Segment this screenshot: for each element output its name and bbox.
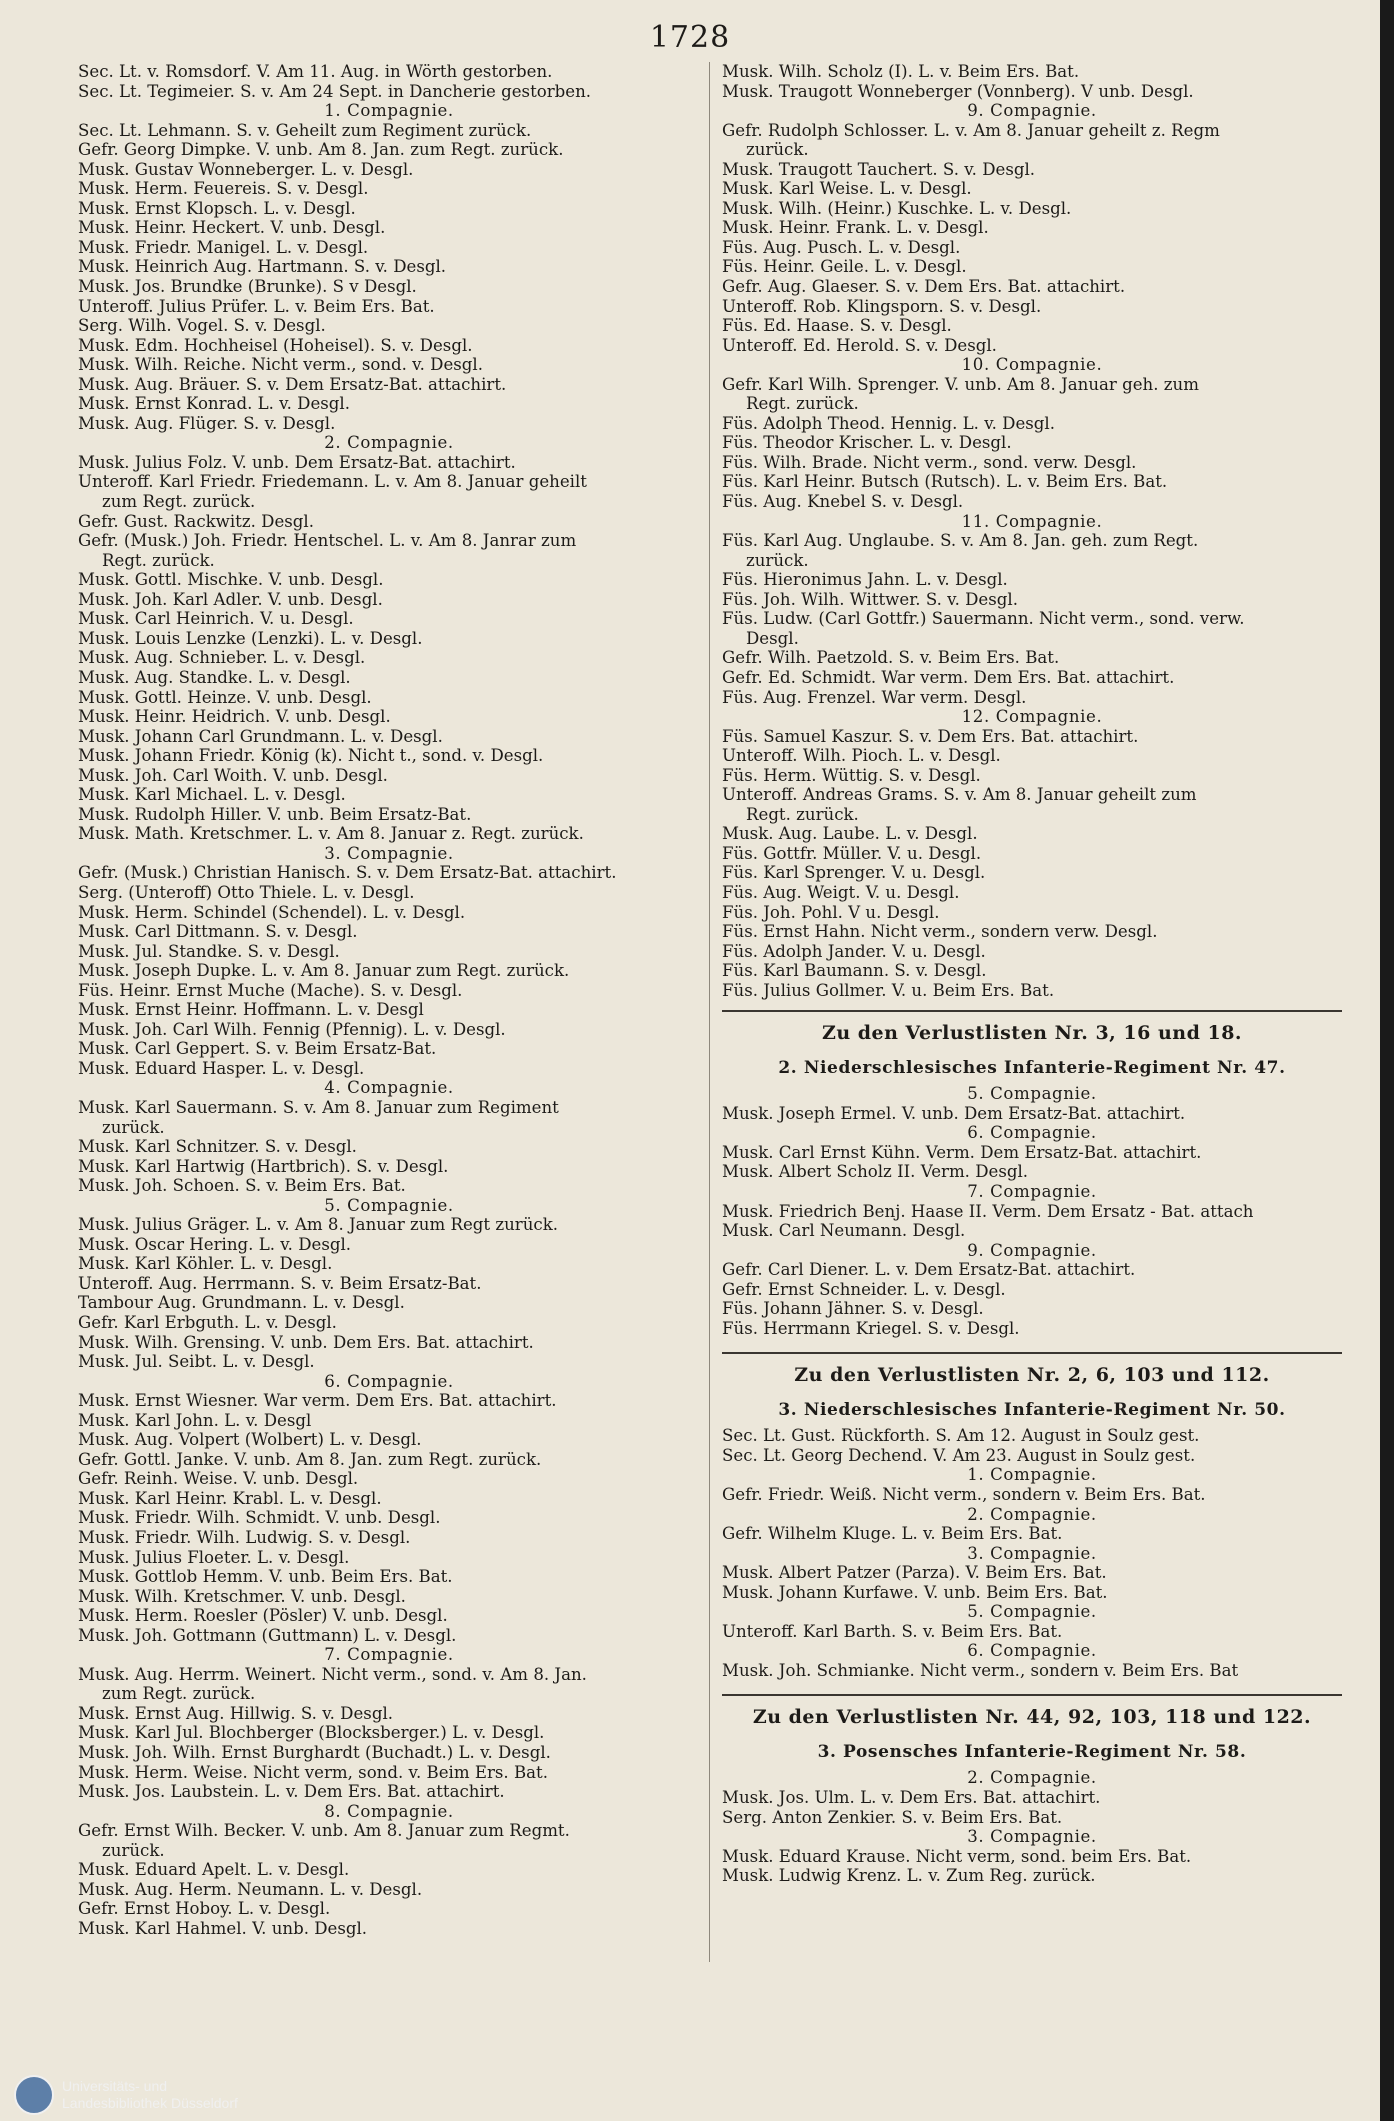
company-heading: 4. Compagnie. (324, 1078, 454, 1098)
list-entry: Musk. Julius Floeter. L. v. Desgl. (78, 1547, 350, 1567)
company-heading: 10. Compagnie. (961, 355, 1103, 375)
list-entry: Gefr. Ernst Wilh. Becker. V. unb. Am 8. Januar zum Regmt. (78, 1821, 570, 1841)
list-entry: Serg. (Unteroff) Otto Thiele. L. v. Desgl. (78, 882, 415, 902)
list-entry: Musk. Eduard Krause. Nicht verm, sond. beim Ers. Bat. (722, 1846, 1192, 1866)
list-entry: Musk. Albert Scholz II. Verm. Desgl. (722, 1162, 1029, 1182)
list-entry: Musk. Gottlob Hemm. V. unb. Beim Ers. Bat. (78, 1567, 453, 1587)
list-entry: Musk. Joh. Gottmann (Guttmann) L. v. Desgl. (78, 1625, 457, 1645)
list-entry: Füs. Adolph Theod. Hennig. L. v. Desgl. (722, 413, 1056, 433)
list-entry: Füs. Ernst Hahn. Nicht verm., sondern verw. Desgl. (722, 922, 1158, 942)
list-entry: Gefr. Friedr. Weiß. Nicht verm., sondern v. Beim Ers. Bat. (722, 1485, 1206, 1504)
list-entry: Gefr. Wilh. Paetzold. S. v. Beim Ers. Bat. (722, 648, 1060, 668)
section-list (722, 1084, 1342, 1338)
page-number: 1728 (649, 20, 731, 55)
company-heading: 8. Compagnie. (324, 1801, 454, 1821)
list-entry: Musk. Johann Carl Grundmann. L. v. Desgl. (78, 726, 443, 746)
list-entry: Musk. Carl Neumann. Desgl. (722, 1221, 966, 1241)
list-entry: Gefr. Reinh. Weise. V. unb. Desgl. (78, 1469, 359, 1489)
list-entry: Füs. Ed. Haase. S. v. Desgl. (722, 316, 952, 336)
list-entry: Füs. Heinr. Ernst Muche (Mache). S. v. Desgl. (78, 980, 463, 1000)
list-entry: Musk. Joseph Dupke. L. v. Am 8. Januar zum Regt. zurück. (78, 961, 570, 981)
list-entry: Füs. Aug. Frenzel. War verm. Desgl. (722, 687, 1027, 707)
list-entry: Musk. Aug. Schnieber. L. v. Desgl. (78, 648, 366, 668)
list-entry: Füs. Karl Heinr. Butsch (Rutsch). L. v. Beim Ers. Bat. (722, 472, 1168, 492)
company-heading: 3. Compagnie. (967, 1827, 1097, 1847)
list-entry: Füs. Theodor Krischer. L. v. Desgl. (722, 433, 1012, 453)
list-entry: Musk. Carl Ernst Kühn. Verm. Dem Ersatz-Bat. attachirt. (722, 1142, 1202, 1162)
list-entry: Musk. Herm. Feuereis. S. v. Desgl. (78, 179, 369, 199)
list-entry: Musk. Ernst Konrad. L. v. Desgl. (78, 394, 350, 414)
list-entry: Musk. Rudolph Hiller. V. unb. Beim Ersatz-Bat. (78, 804, 472, 824)
list-entry: Musk. Aug. Standke. L. v. Desgl. (78, 667, 351, 687)
list-entry: Füs. Karl Sprenger. V. u. Desgl. (722, 863, 986, 883)
left-column (78, 62, 700, 1939)
company-heading: 6. Compagnie. (967, 1641, 1097, 1661)
regiment-heading: 3. Niederschlesisches Infanterie-Regiment Nr. 50. (778, 1400, 1286, 1421)
list-entry: Musk. Oscar Hering. L. v. Desgl. (78, 1234, 352, 1254)
list-entry: Musk. Joseph Ermel. V. unb. Dem Ersatz-Bat. attachirt. (722, 1103, 1186, 1123)
list-entry: Musk. Jul. Seibt. L. v. Desgl. (78, 1352, 315, 1372)
list-entry: Gefr. Karl Erbguth. L. v. Desgl. (78, 1313, 337, 1332)
list-entry: Musk. Heinr. Frank. L. v. Desgl. (722, 218, 989, 238)
list-entry: Füs. Wilh. Brade. Nicht verm., sond. verw. Desgl. (722, 452, 1137, 472)
list-entry: Füs. Julius Gollmer. V. u. Beim Ers. Bat. (722, 980, 1055, 1000)
list-entry: Füs. Ludw. (Carl Gottfr.) Sauermann. Nicht verm., sond. verw. (722, 609, 1245, 629)
list-entry: Gefr. Carl Diener. L. v. Dem Ersatz-Bat. attachirt. (722, 1260, 1136, 1280)
list-entry: Unteroff. Julius Prüfer. L. v. Beim Ers. Bat. (78, 296, 435, 316)
list-entry: Gefr. Georg Dimpke. V. unb. Am 8. Jan. zum Regt. zurück. (78, 140, 564, 160)
list-entry: Musk. Wilh. Scholz (I). L. v. Beim Ers. Bat. (722, 62, 1080, 81)
list-entry: Musk. Aug. Herrm. Weinert. Nicht verm., sond. v. Am 8. Jan. (78, 1664, 587, 1684)
list-entry: Gefr. Ed. Schmidt. War verm. Dem Ers. Bat. attachirt. (722, 667, 1175, 687)
company-heading: 11. Compagnie. (961, 511, 1103, 531)
list-entry: Sec. Lt. Georg Dechend. V. Am 23. August in Soulz gest. (722, 1445, 1196, 1465)
list-entry: Musk. Eduard Hasper. L. v. Desgl. (78, 1058, 365, 1078)
list-entry: Musk. Gustav Wonneberger. L. v. Desgl. (78, 159, 414, 179)
list-entry: Musk. Wilh. Grensing. V. unb. Dem Ers. Bat. attachirt. (78, 1332, 534, 1352)
list-entry: Musk. Aug. Herm. Neumann. L. v. Desgl. (78, 1879, 423, 1899)
list-entry: Musk. Heinr. Heidrich. V. unb. Desgl. (78, 707, 391, 727)
section-heading: Zu den Verlustlisten Nr. 2, 6, 103 und 112. (794, 1364, 1270, 1387)
list-entry: Regt. zurück. (746, 394, 859, 414)
list-entry: Musk. Albert Patzer (Parza). V. Beim Ers. Bat. (722, 1563, 1107, 1583)
list-entry: Füs. Johann Jähner. S. v. Desgl. (722, 1299, 984, 1319)
list-entry: Gefr. Gottl. Janke. V. unb. Am 8. Jan. zum Regt. zurück. (78, 1449, 542, 1469)
section-list (722, 1768, 1342, 1885)
section-list (722, 1426, 1342, 1680)
list-entry: Füs. Karl Baumann. S. v. Desgl. (722, 961, 987, 981)
list-entry: Musk. Karl Hartwig (Hartbrich). S. v. Desgl. (78, 1156, 449, 1176)
list-entry: Musk. Math. Kretschmer. L. v. Am 8. Januar z. Regt. zurück. (78, 824, 584, 844)
list-entry: Gefr. Wilhelm Kluge. L. v. Beim Ers. Bat. (722, 1524, 1063, 1544)
list-entry: Musk. Herm. Schindel (Schendel). L. v. Desgl. (78, 902, 466, 922)
list-entry: Desgl. (746, 628, 799, 648)
list-entry: Musk. Julius Gräger. L. v. Am 8. Januar zum Regt zurück. (78, 1215, 559, 1235)
list-entry: Musk. Ernst Aug. Hillwig. S. v. Desgl. (78, 1703, 394, 1723)
list-entry: Musk. Herm. Weise. Nicht verm, sond. v. Beim Ers. Bat. (78, 1762, 548, 1782)
list-entry: zum Regt. zurück. (102, 1684, 256, 1704)
list-entry: Musk. Karl Sauermann. S. v. Am 8. Januar zum Regiment (78, 1097, 559, 1117)
company-heading: 5. Compagnie. (967, 1084, 1097, 1104)
list-entry: Unteroff. Rob. Klingsporn. S. v. Desgl. (722, 296, 1042, 316)
list-entry: Gefr. Ernst Hoboy. L. v. Desgl. (78, 1899, 331, 1919)
list-entry: Füs. Hieronimus Jahn. L. v. Desgl. (722, 570, 1008, 590)
list-entry: Unteroff. Wilh. Pioch. L. v. Desgl. (722, 746, 1001, 766)
section-heading: Zu den Verlustlisten Nr. 3, 16 und 18. (821, 1022, 1243, 1045)
library-name-line: Universitäts- und (62, 2078, 168, 2094)
company-heading: 5. Compagnie. (324, 1195, 454, 1215)
list-entry: Füs. Aug. Knebel S. v. Desgl. (722, 492, 964, 512)
list-entry: Musk. Traugott Wonneberger (Vonnberg). V unb. Desgl. (722, 81, 1194, 101)
list-entry: Musk. Ludwig Krenz. L. v. Zum Reg. zurück. (722, 1866, 1096, 1886)
list-entry: Sec. Lt. Tegimeier. S. v. Am 24 Sept. in Dancherie gestorben. (78, 81, 592, 101)
list-entry: Musk. Friedrich Benj. Haase II. Verm. Dem Ersatz - Bat. attach (722, 1201, 1254, 1221)
list-entry: Musk. Gottl. Mischke. V. unb. Desgl. (78, 570, 384, 590)
library-footer (14, 2074, 238, 2116)
right-column (722, 62, 1342, 1886)
company-heading: 7. Compagnie. (967, 1181, 1097, 1201)
company-heading: 6. Compagnie. (967, 1123, 1097, 1143)
list-entry: Musk. Karl Heinr. Krabl. L. v. Desgl. (78, 1488, 382, 1508)
list-entry: Gefr. (Musk.) Christian Hanisch. S. v. Dem Ersatz-Bat. attachirt. (78, 863, 617, 883)
section-rule (722, 1010, 1342, 1012)
list-entry: Gefr. Rudolph Schlosser. L. v. Am 8. Januar geheilt z. Regm (722, 120, 1220, 140)
list-entry: Musk. Jos. Ulm. L. v. Dem Ers. Bat. attachirt. (722, 1788, 1101, 1808)
list-entry: Unteroff. Karl Friedr. Friedemann. L. v. Am 8. Januar geheilt (78, 472, 587, 492)
list-entry: Musk. Karl Weise. L. v. Desgl. (722, 179, 972, 199)
section-rule (722, 1694, 1342, 1696)
list-entry: Musk. Friedr. Wilh. Schmidt. V. unb. Desgl. (78, 1508, 441, 1528)
list-entry: Musk. Aug. Flüger. S. v. Desgl. (78, 413, 336, 433)
list-entry: Serg. Anton Zenkier. S. v. Beim Ers. Bat. (722, 1807, 1063, 1827)
list-entry: Musk. Jul. Standke. S. v. Desgl. (78, 941, 340, 961)
list-entry: Musk. Ernst Klopsch. L. v. Desgl. (78, 198, 356, 218)
list-entry: Musk. Joh. Schoen. S. v. Beim Ers. Bat. (78, 1176, 406, 1196)
list-entry: Musk. Johann Kurfawe. V. unb. Beim Ers. Bat. (722, 1582, 1108, 1602)
company-heading: 6. Compagnie. (324, 1371, 454, 1391)
list-entry: Musk. Ernst Wiesner. War verm. Dem Ers. Bat. attachirt. (78, 1391, 557, 1411)
list-entry: Musk. Jos. Laubstein. L. v. Dem Ers. Bat. attachirt. (78, 1782, 505, 1802)
list-entry: Musk. Joh. Wilh. Ernst Burghardt (Buchadt.) L. v. Desgl. (78, 1743, 551, 1763)
list-entry: Musk. Joh. Karl Adler. V. unb. Desgl. (78, 589, 383, 609)
company-heading: 12. Compagnie. (961, 707, 1103, 727)
left-column-list (78, 62, 700, 1939)
section-rule (722, 1352, 1342, 1354)
company-heading: 2. Compagnie. (967, 1504, 1097, 1524)
list-entry: zurück. (102, 1840, 165, 1860)
list-entry: zurück. (746, 140, 809, 160)
company-heading: 2. Compagnie. (967, 1768, 1097, 1788)
list-entry: Musk. Karl John. L. v. Desgl (78, 1410, 312, 1430)
library-name (62, 2078, 238, 2112)
list-entry: Füs. Adolph Jander. V. u. Desgl. (722, 941, 986, 961)
company-heading: 1. Compagnie. (324, 101, 454, 121)
list-entry: Musk. Karl Hahmel. V. unb. Desgl. (78, 1918, 368, 1938)
list-entry: Tambour Aug. Grundmann. L. v. Desgl. (78, 1293, 405, 1313)
list-entry: Unteroff. Ed. Herold. S. v. Desgl. (722, 335, 997, 355)
list-entry: Sec. Lt. Gust. Rückforth. S. Am 12. August in Soulz gest. (722, 1426, 1200, 1446)
list-entry: Musk. Jos. Brundke (Brunke). S v Desgl. (78, 277, 417, 297)
list-entry: Musk. Carl Dittmann. S. v. Desgl. (78, 922, 358, 942)
list-entry: Musk. Ernst Heinr. Hoffmann. L. v. Desgl (78, 1000, 424, 1020)
list-entry: Musk. Wilh. Reiche. Nicht verm., sond. v. Desgl. (78, 355, 483, 375)
list-entry: Musk. Aug. Bräuer. S. v. Dem Ersatz-Bat. attachirt. (78, 374, 507, 394)
list-entry: Musk. Karl Köhler. L. v. Desgl. (78, 1254, 333, 1274)
list-entry: Gefr. (Musk.) Joh. Friedr. Hentschel. L. v. Am 8. Janrar zum (78, 531, 577, 551)
list-entry: Füs. Samuel Kaszur. S. v. Dem Ers. Bat. attachirt. (722, 726, 1139, 746)
list-entry: Musk. Karl Jul. Blochberger (Blocksberger.) L. v. Desgl. (78, 1723, 545, 1743)
list-entry: Gefr. Aug. Glaeser. S. v. Dem Ers. Bat. attachirt. (722, 277, 1126, 297)
list-entry: Unteroff. Karl Barth. S. v. Beim Ers. Bat. (722, 1621, 1063, 1641)
list-entry: Unteroff. Andreas Grams. S. v. Am 8. Januar geheilt zum (722, 785, 1197, 805)
list-entry: Füs. Herm. Wüttig. S. v. Desgl. (722, 765, 981, 785)
list-entry: Musk. Carl Heinrich. V. u. Desgl. (78, 609, 354, 629)
company-heading: 5. Compagnie. (967, 1602, 1097, 1622)
list-entry: Musk. Louis Lenzke (Lenzki). L. v. Desgl. (78, 628, 423, 648)
company-heading: 9. Compagnie. (967, 101, 1097, 121)
list-entry: Musk. Joh. Schmianke. Nicht verm., sondern v. Beim Ers. Bat (722, 1660, 1239, 1680)
list-entry: zurück. (102, 1117, 165, 1137)
list-entry: Musk. Friedr. Manigel. L. v. Desgl. (78, 237, 369, 257)
company-heading: 2. Compagnie. (324, 433, 454, 453)
list-entry: Gefr. Gust. Rackwitz. Desgl. (78, 511, 314, 531)
list-entry: Musk. Aug. Laube. L. v. Desgl. (722, 824, 978, 844)
list-entry: Regt. zurück. (102, 550, 215, 570)
list-entry: zum Regt. zurück. (102, 492, 256, 512)
list-entry: zurück. (746, 550, 809, 570)
company-heading: 3. Compagnie. (324, 843, 454, 863)
list-entry: Füs. Gottfr. Müller. V. u. Desgl. (722, 843, 982, 863)
company-heading: 1. Compagnie. (967, 1465, 1097, 1485)
list-entry: Füs. Heinr. Geile. L. v. Desgl. (722, 257, 967, 277)
list-entry: Musk. Traugott Tauchert. S. v. Desgl. (722, 159, 1036, 179)
list-entry: Musk. Julius Folz. V. unb. Dem Ersatz-Bat. attachirt. (78, 452, 516, 472)
list-entry: Musk. Gottl. Heinze. V. unb. Desgl. (78, 687, 372, 707)
library-name-line: Landesbibliothek Düsseldorf (62, 2095, 238, 2111)
column-divider (709, 62, 710, 1962)
list-entry: Sec. Lt. v. Romsdorf. V. Am 11. Aug. in Wörth gestorben. (78, 62, 553, 81)
list-entry: Füs. Karl Aug. Unglaube. S. v. Am 8. Jan. geh. zum Regt. (722, 531, 1199, 551)
company-heading: 7. Compagnie. (324, 1645, 454, 1665)
list-entry: Musk. Wilh. Kretschmer. V. unb. Desgl. (78, 1586, 406, 1606)
list-entry: Musk. Friedr. Wilh. Ludwig. S. v. Desgl. (78, 1528, 411, 1548)
list-entry: Musk. Joh. Carl Woith. V. unb. Desgl. (78, 765, 388, 785)
list-entry: Musk. Aug. Volpert (Wolbert) L. v. Desgl. (78, 1430, 422, 1450)
list-entry: Musk. Edm. Hochheisel (Hoheisel). S. v. Desgl. (78, 335, 473, 355)
list-entry: Gefr. Karl Wilh. Sprenger. V. unb. Am 8. Januar geh. zum (722, 374, 1199, 394)
list-entry: Füs. Aug. Pusch. L. v. Desgl. (722, 237, 961, 257)
list-entry: Serg. Wilh. Vogel. S. v. Desgl. (78, 316, 326, 336)
list-entry: Musk. Karl Michael. L. v. Desgl. (78, 785, 346, 805)
list-entry: Musk. Wilh. (Heinr.) Kuschke. L. v. Desgl. (722, 198, 1072, 218)
list-entry: Musk. Herm. Roesler (Pösler) V. unb. Desgl. (78, 1606, 448, 1626)
regiment-heading: 2. Niederschlesisches Infanterie-Regiment Nr. 47. (778, 1058, 1286, 1079)
list-entry: Musk. Johann Friedr. König (k). Nicht t., sond. v. Desgl. (78, 746, 544, 766)
company-heading: 3. Compagnie. (967, 1543, 1097, 1563)
list-entry: Musk. Heinrich Aug. Hartmann. S. v. Desgl. (78, 257, 447, 277)
list-entry: Gefr. Ernst Schneider. L. v. Desgl. (722, 1279, 1006, 1299)
company-heading: 9. Compagnie. (967, 1240, 1097, 1260)
list-entry: Musk. Carl Geppert. S. v. Beim Ersatz-Bat. (78, 1039, 437, 1059)
list-entry: Unteroff. Aug. Herrmann. S. v. Beim Ersatz-Bat. (78, 1273, 482, 1293)
list-entry: Füs. Joh. Pohl. V u. Desgl. (722, 902, 940, 922)
list-entry: Sec. Lt. Lehmann. S. v. Geheilt zum Regiment zurück. (78, 120, 532, 140)
library-logo-icon (14, 2075, 54, 2115)
regiment-heading: 3. Posensches Infanterie-Regiment Nr. 58. (817, 1742, 1247, 1763)
list-entry: Füs. Aug. Weigt. V. u. Desgl. (722, 882, 960, 902)
right-column-list (722, 62, 1342, 1000)
section-heading: Zu den Verlustlisten Nr. 44, 92, 103, 118 und 122. (752, 1706, 1312, 1729)
list-entry: Füs. Joh. Wilh. Wittwer. S. v. Desgl. (722, 589, 1018, 609)
list-entry: Musk. Joh. Carl Wilh. Fennig (Pfennig). L. v. Desgl. (78, 1019, 506, 1039)
list-entry: Musk. Karl Schnitzer. S. v. Desgl. (78, 1137, 357, 1157)
list-entry: Regt. zurück. (746, 804, 859, 824)
list-entry: Musk. Eduard Apelt. L. v. Desgl. (78, 1860, 350, 1880)
list-entry: Musk. Heinr. Heckert. V. unb. Desgl. (78, 218, 386, 238)
list-entry: Füs. Herrmann Kriegel. S. v. Desgl. (722, 1318, 1020, 1338)
